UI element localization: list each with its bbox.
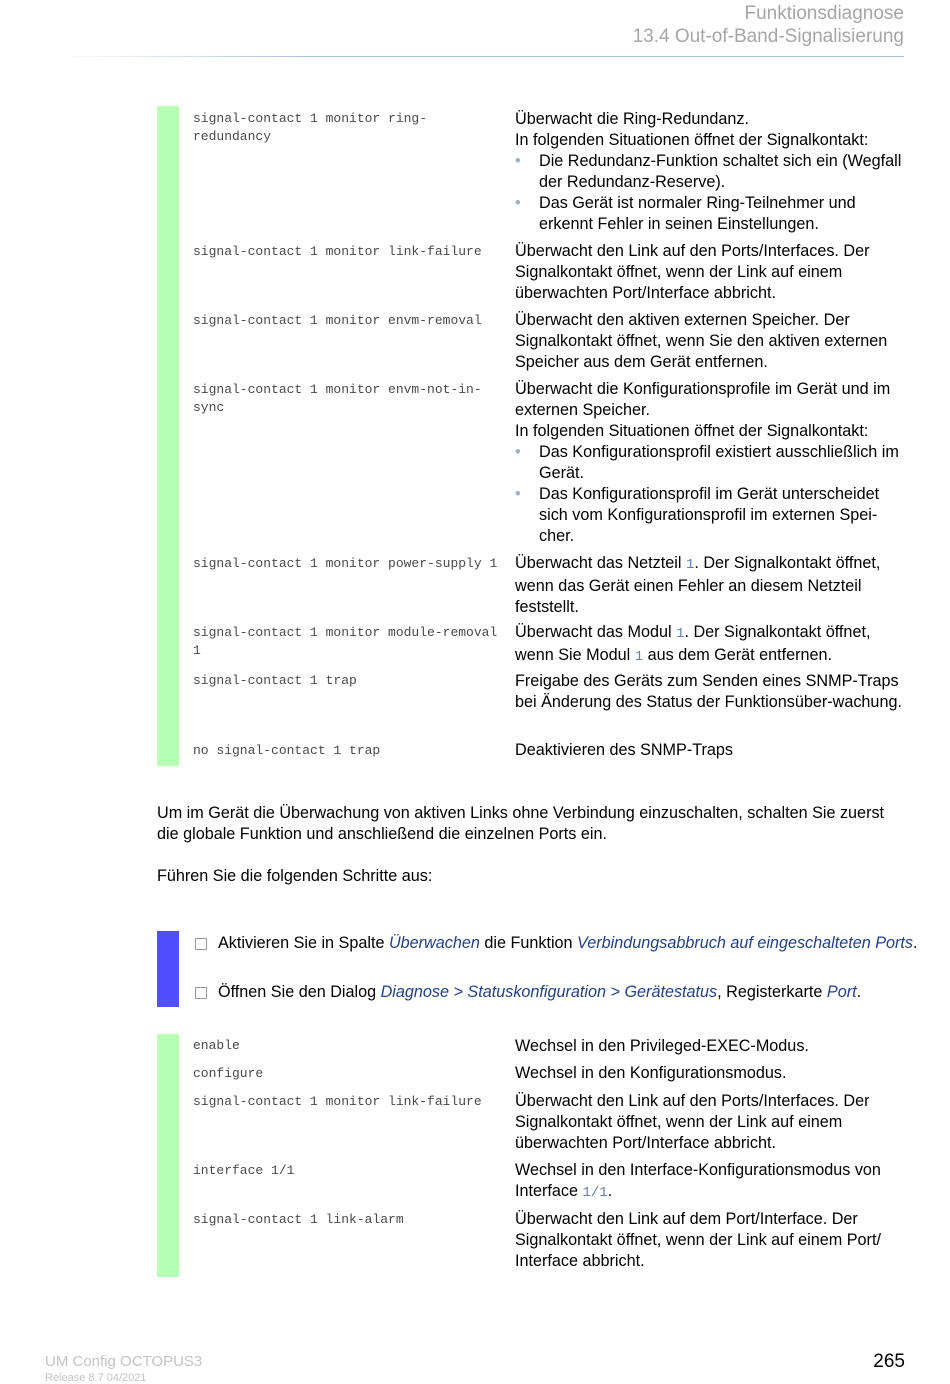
command-text: signal-contact 1 monitor envm-removal (193, 313, 482, 328)
step-text: , Registerkarte (717, 983, 827, 1001)
command-description (515, 622, 907, 668)
bullet-item: • Die Redundanz-Funktion schaltet sich ein (Wegfall der Redundanz-Reserve). (515, 151, 907, 193)
steps-bar (157, 931, 179, 1007)
command-table-2 (157, 1034, 907, 1277)
bullet-item: • Das Konfigurationsprofil im Gerät unterscheidet sich vom Konfigurationsprofil im externen Spei-cher. (515, 484, 907, 547)
command-text: signal-contact 1 monitor power-supply 1 (193, 556, 498, 571)
step-item (193, 982, 932, 1003)
description-text: . Der Signalkontakt öffnet, wenn Sie Modul (515, 623, 871, 664)
command-description (515, 379, 907, 547)
steps-block (157, 931, 918, 1007)
ui-reference: Verbindungsabbruch auf eingeschalteten Ports (577, 934, 914, 952)
header-divider (60, 56, 904, 57)
description-line: In folgenden Situationen öffnet der Signalkontakt: (515, 131, 869, 149)
command-text: signal-contact 1 link-alarm (193, 1212, 404, 1227)
description-line: Freigabe des Geräts zum Senden eines SNMP-Traps bei Änderung des Status der Funktionsüber-wachung. (515, 672, 902, 711)
command-description (515, 553, 907, 618)
command-description (515, 109, 907, 235)
command-description: Wechsel in den Konfigurationsmodus. (515, 1064, 787, 1082)
ui-reference: Überwachen (388, 934, 480, 952)
bullet-item: • Das Gerät ist normaler Ring-Teilnehmer und erkennt Fehler in seinen Einstellungen. (515, 193, 907, 235)
command-text: no signal-contact 1 trap (193, 743, 381, 758)
command-text: enable (193, 1038, 240, 1053)
ui-reference: Port (826, 983, 857, 1001)
inline-code: 1/1 (582, 1185, 608, 1201)
step-item (193, 933, 932, 954)
bullet-item: • Das Konfigurationsprofil existiert ausschließlich im Gerät. (515, 442, 907, 484)
command-text: signal-contact 1 monitor envm-not-in-sync (193, 382, 482, 415)
description-text: . Der Signalkontakt öffnet, wenn das Gerät einen Fehler an diesem Netzteil feststellt. (515, 554, 881, 616)
steps-intro: Führen Sie die folgenden Schritte aus: (157, 867, 433, 885)
ui-reference: Diagnose > Statuskonfiguration > Gerätestatus (380, 983, 718, 1001)
header-chapter: Funktionsdiagnose (744, 3, 904, 24)
description-line: Überwacht die Konfigurationsprofile im Gerät und im externen Speicher. (515, 380, 891, 419)
command-description (515, 310, 907, 373)
command-table-bar (157, 106, 179, 766)
command-text: signal-contact 1 monitor module-removal 1 (193, 625, 498, 658)
description-text: . (607, 1182, 613, 1200)
command-description (515, 671, 907, 713)
description-line: In folgenden Situationen öffnet der Signalkontakt: (515, 422, 869, 440)
command-text: signal-contact 1 trap (193, 673, 357, 688)
footer-document-title: UM Config OCTOPUS3 (45, 1353, 203, 1370)
description-line: Überwacht die Ring-Redundanz. (515, 110, 749, 128)
command-text: signal-contact 1 monitor link-failure (193, 1094, 482, 1109)
intro-paragraph: Um im Gerät die Überwachung von aktiven Links ohne Verbindung einzuschalten, schalten Sie zuerst die globale Funktion und anschließend die einzelnen Ports ein. (157, 804, 885, 843)
page-number: 265 (873, 1351, 905, 1372)
command-text: configure (193, 1066, 264, 1081)
step-text: Öffnen Sie den Dialog (218, 983, 381, 1001)
command-table-1 (157, 106, 907, 766)
description-line: Überwacht den aktiven externen Speicher. Der Signalkontakt öffnet, wenn Sie den aktiven externen Speicher aus dem Gerät entfernen. (515, 311, 888, 371)
step-text: die Funktion (479, 934, 578, 952)
description-text: Wechsel in den Interface-Konfigurationsmodus von Interface (515, 1161, 881, 1200)
step-text: . (856, 983, 862, 1001)
inline-code: 1 (685, 557, 695, 573)
command-description (515, 740, 907, 761)
step-text: . (913, 934, 918, 952)
step-text: Aktivieren Sie in Spalte (218, 934, 389, 952)
command-description: Überwacht den Link auf dem Port/Interface. Der Signalkontakt öffnet, wenn der Link auf einem Port/ Interface abbricht. (515, 1210, 881, 1270)
header-section: 13.4 Out-of-Band-Signalisierung (632, 26, 904, 47)
command-table-bar (157, 1034, 179, 1277)
description-line: Überwacht den Link auf den Ports/Interfaces. Der Signalkontakt öffnet, wenn der Link auf einem überwachten Port/Interface abbricht. (515, 242, 870, 302)
command-text: signal-contact 1 monitor ring-redundancy (193, 111, 428, 144)
command-description (515, 1160, 907, 1204)
description-text: aus dem Gerät entfernen. (643, 646, 833, 664)
description-text: Überwacht das Modul (515, 623, 677, 641)
checkbox-icon (195, 938, 207, 950)
inline-code: 1 (676, 626, 685, 642)
description-line: Deaktivieren des SNMP-Traps (515, 741, 734, 759)
command-description: Wechsel in den Privileged-EXEC-Modus. (515, 1037, 809, 1055)
command-description: Überwacht den Link auf den Ports/Interfaces. Der Signalkontakt öffnet, wenn der Link auf einem überwachten Port/Interface abbricht. (515, 1092, 870, 1152)
inline-code: 1 (634, 649, 644, 665)
checkbox-icon (195, 987, 207, 999)
command-text: signal-contact 1 monitor link-failure (193, 244, 482, 259)
description-text: Überwacht das Netzteil (515, 554, 686, 572)
command-text: interface 1/1 (193, 1163, 295, 1178)
command-description (515, 241, 907, 304)
footer-release: Release 8.7 04/2021 (45, 1372, 147, 1384)
